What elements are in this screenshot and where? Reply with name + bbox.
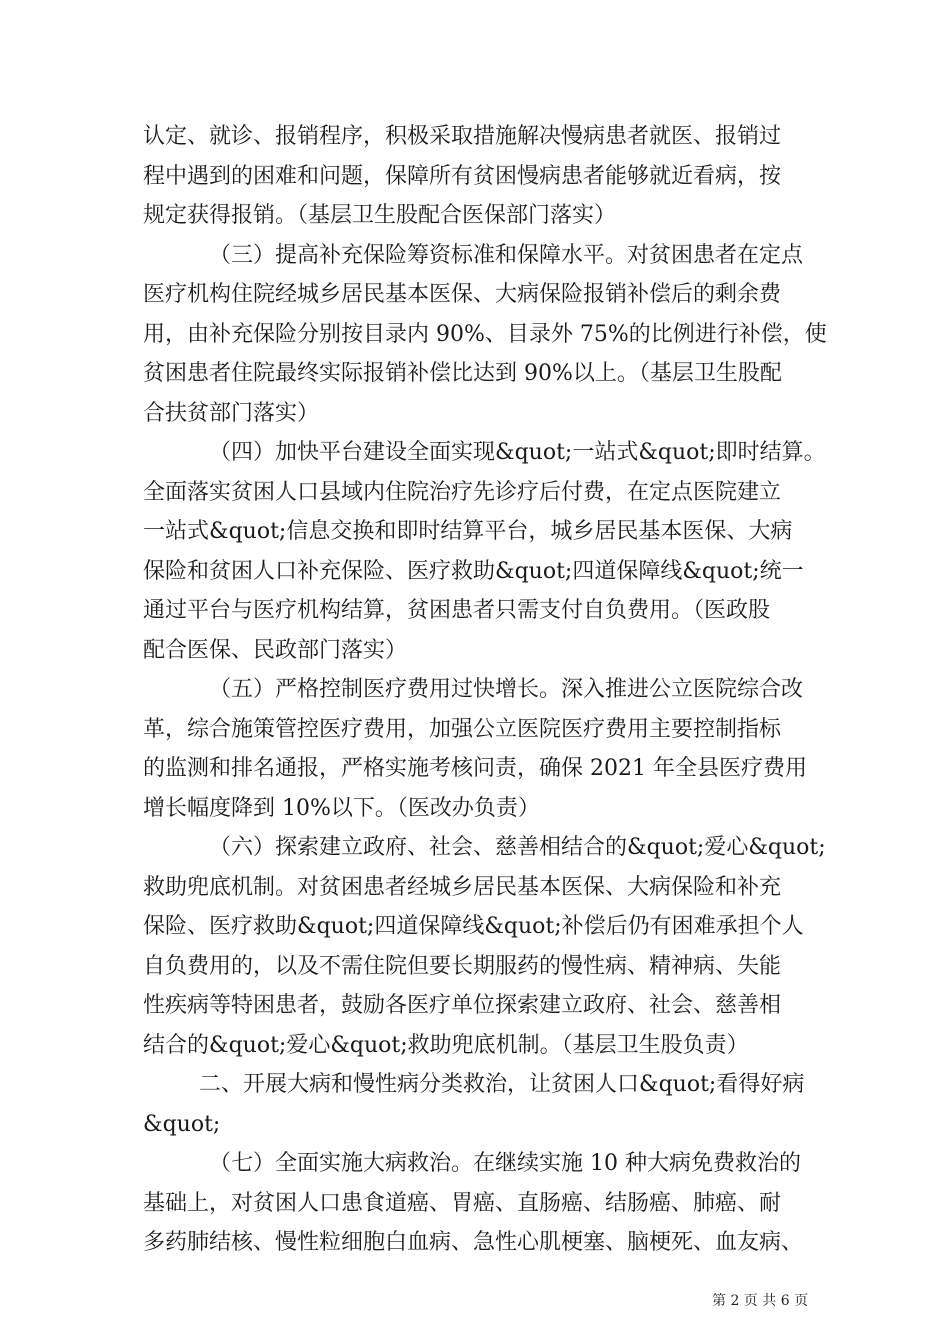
text-line: 医疗机构住院经城乡居民基本医保、大病保险报销补偿后的剩余费 (143, 282, 782, 307)
text-line: 自负费用的，以及不需住院但要长期服药的慢性病、精神病、失能 (143, 953, 782, 979)
text-line: &quot; (143, 1111, 221, 1137)
text-line: 贫困患者住院最终实际报销补偿比达到 90%以上。（基层卫生股配 (143, 361, 782, 386)
document-body (143, 117, 827, 1263)
text-line: 的监测和排名通报，严格实施考核问责，确保 2021 年全县医疗费用 (143, 756, 807, 781)
text-line: 保险、医疗救助&quot;四道保障线&quot;补偿后仍有困难承担个人 (143, 914, 804, 939)
text-line: 用，由补充保险分别按目录内 90%、目录外 75%的比例进行补偿，使 (143, 321, 827, 347)
text-line: 多药肺结核、慢性粒细胞白血病、急性心肌梗塞、脑梗死、血友病、 (143, 1230, 804, 1255)
text-line: 二、开展大病和慢性病分类救治，让贫困人口&quot;看得好病 (199, 1072, 805, 1097)
text-line: 合扶贫部门落实） (143, 400, 320, 426)
text-line: （七）全面实施大病救治。在继续实施 10 种大病免费救治的 (209, 1151, 801, 1176)
text-line: 规定获得报销。（基层卫生股配合医保部门落实） (143, 203, 617, 228)
text-line: 革，综合施策管控医疗费用，加强公立医院医疗费用主要控制指标 (143, 716, 782, 742)
text-line: 保险和贫困人口补充保险、医疗救助&quot;四道保障线&quot;统一 (143, 558, 804, 584)
text-line: （六）探索建立政府、社会、慈善相结合的&quot;爱心&quot; (209, 835, 826, 860)
text-line: 一站式&quot;信息交换和即时结算平台，城乡居民基本医保、大病 (143, 519, 793, 544)
text-line: 配合医保、民政部门落实） (143, 637, 408, 663)
text-line: （五）严格控制医疗费用过快增长。深入推进公立医院综合改 (209, 677, 804, 702)
text-line: （三）提高补充保险筹资标准和保障水平。对贫困患者在定点 (209, 242, 804, 268)
text-line: 全面落实贫困人口县域内住院治疗先诊疗后付费，在定点医院建立 (143, 479, 782, 505)
text-line: 通过平台与医疗机构结算，贫困患者只需支付自负费用。（医政股 (143, 598, 771, 623)
text-line: 救助兜底机制。对贫困患者经城乡居民基本医保、大病保险和补充 (143, 874, 782, 900)
text-line: （四）加快平台建设全面实现&quot;一站式&quot;即时结算。 (209, 440, 826, 465)
page-number: 第 2 页 共 6 页 (712, 1293, 809, 1309)
text-line: 增长幅度降到 10%以下。（医改办负责） (143, 795, 540, 821)
text-line: 性疾病等特困患者，鼓励各医疗单位探索建立政府、社会、慈善相 (143, 993, 782, 1018)
text-line: 结合的&quot;爱心&quot;救助兜底机制。（基层卫生股负责） (143, 1032, 749, 1058)
text-line: 程中遇到的困难和问题，保障所有贫困慢病患者能够就近看病，按 (143, 163, 782, 189)
text-line: 基础上，对贫困人口患食道癌、胃癌、直肠癌、结肠癌、肺癌、耐 (143, 1190, 782, 1216)
text-line: 认定、就诊、报销程序，积极采取措施解决慢病患者就医、报销过 (143, 124, 782, 149)
